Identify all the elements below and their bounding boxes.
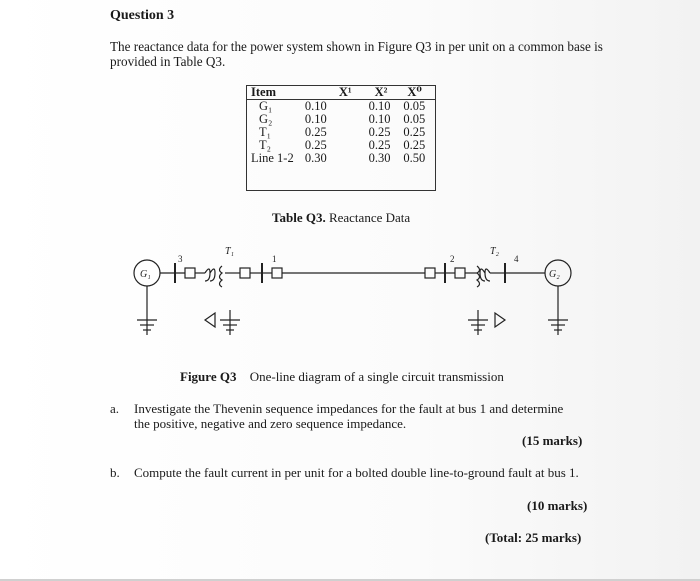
cell-x2: 0.10 [368, 99, 391, 113]
figure-caption [180, 369, 504, 385]
cell-x0: 0.05 [403, 112, 426, 126]
cell-x1: 0.30 [304, 151, 327, 165]
bus-4-label: 4 [514, 254, 519, 264]
cell-x2: 0.25 [368, 125, 391, 139]
part-a-text: Investigate the Thevenin sequence impedances for the fault at bus 1 and determine the positive, negative and zero sequence impedance. [134, 401, 564, 431]
table-caption [272, 210, 410, 226]
delta-t2-icon [495, 313, 505, 327]
total-marks: (Total: 25 marks) [485, 530, 582, 545]
part-b-label: b. [110, 465, 120, 480]
question-title: Question 3 [110, 8, 175, 23]
delta-t1-icon [205, 313, 215, 327]
cell-x2: 0.10 [368, 112, 391, 126]
one-line-diagram [0, 240, 700, 350]
bus-1-label: 1 [272, 254, 277, 264]
cell-item: T₁ [259, 125, 271, 139]
gen1-label: G₁ [140, 269, 151, 280]
figure-caption-text: One-line diagram of a single circuit transmission [249, 369, 504, 384]
cell-item: Line 1-2 [251, 151, 294, 165]
col-header-x1: X¹ [305, 86, 365, 100]
figure-caption-label: Figure Q3 [180, 369, 237, 384]
reactance-table [246, 85, 436, 191]
cell-x2: 0.25 [368, 138, 391, 152]
cell-x1: 0.25 [304, 125, 327, 139]
ground-g2-icon [548, 286, 568, 335]
cell-x0: 0.50 [403, 151, 426, 165]
col-header-item: Item [247, 86, 305, 100]
table-header-row [247, 86, 435, 100]
cell-x0: 0.25 [403, 125, 426, 139]
table-caption-text: Reactance Data [328, 210, 411, 225]
part-b [110, 465, 580, 480]
cell-x1: 0.10 [304, 112, 327, 126]
t1-label: T₁ [225, 246, 235, 257]
cell-x1: 0.25 [304, 138, 327, 152]
col-header-x0: X⁰ [401, 86, 435, 100]
table-row [247, 100, 435, 114]
cell-item: G₁ [259, 99, 273, 113]
generator-g1-symbol [134, 260, 160, 286]
part-a [110, 401, 580, 431]
part-a-marks: (15 marks) [522, 433, 583, 448]
cell-x1: 0.10 [304, 99, 327, 113]
ground-t2-icon [468, 310, 488, 335]
part-b-text: Compute the fault current in per unit for a bolted double line-to-ground fault at bus 1. [134, 465, 579, 480]
breaker-icon [240, 268, 250, 278]
transformer-t2-icon [477, 266, 490, 287]
bus-2-label: 2 [450, 254, 455, 264]
cell-x2: 0.30 [368, 151, 391, 165]
breaker-icon [272, 268, 282, 278]
transformer-t1-icon [205, 266, 222, 287]
bus-3-label: 3 [178, 254, 183, 264]
generator-g2-symbol [545, 260, 571, 286]
cell-item: G₂ [259, 112, 273, 126]
ground-g1-icon [137, 286, 157, 335]
intro-paragraph: The reactance data for the power system shown in Figure Q3 in per unit on a common base is provided in Table Q3. [110, 39, 603, 69]
gen2-label: G₂ [549, 269, 560, 280]
cell-x0: 0.25 [403, 138, 426, 152]
table-caption-label: Table Q3. [272, 210, 326, 225]
cell-item: T₂ [259, 138, 271, 152]
table-row [247, 152, 435, 165]
cell-x0: 0.05 [403, 99, 426, 113]
col-header-x2: X² [365, 86, 402, 100]
breaker-icon [455, 268, 465, 278]
t2-label: T₂ [490, 246, 500, 257]
part-b-marks: (10 marks) [527, 498, 588, 513]
breaker-icon [185, 268, 195, 278]
breaker-icon [425, 268, 435, 278]
part-a-label: a. [110, 401, 120, 416]
ground-t1-icon [220, 310, 240, 335]
